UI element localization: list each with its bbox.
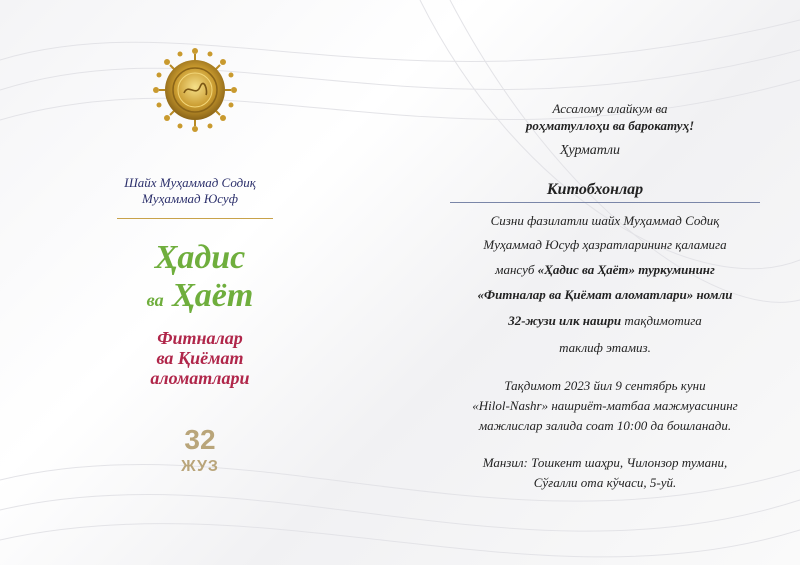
invitation-line3-a: мансуб [495, 262, 538, 277]
subtitle-line2: ва Қиёмат [156, 348, 244, 368]
respected-label: Ҳурматли [559, 143, 621, 158]
invitation-line4: «Фитналар ва Қиёмат аломатлари» номли [477, 287, 733, 302]
invitation-line3 [440, 262, 770, 278]
event-line3: мажлислар залида соат 10:00 да бошланади. [478, 418, 732, 433]
address-line2: Сўғалли ота кўчаси, 5-уй. [533, 475, 677, 490]
recipient-title: Китобхонлар [546, 181, 644, 198]
volume-number: 32 [184, 424, 216, 455]
book-subtitle [110, 328, 290, 388]
greeting-line2: роҳматуллоҳи ва барокатуҳ! [525, 118, 695, 133]
series-title-word1: Ҳадис [154, 239, 246, 276]
gold-emblem-icon [150, 45, 240, 135]
subtitle-line3: аломатлари [150, 368, 250, 388]
author-line1: Шайх Муҳаммад Содиқ [124, 175, 256, 190]
event-line2: «Hilol-Nashr» нашриёт-матбаа мажмуасининг [472, 398, 738, 413]
invitation-line5 [440, 313, 770, 329]
author-line2: Муҳаммад Юсуф [142, 191, 238, 206]
series-title-line2 [120, 278, 280, 318]
series-title-word2: Ҳаёт [172, 277, 254, 314]
author-divider [117, 218, 273, 219]
event-line1: Тақдимот 2023 йил 9 сентябрь куни [504, 378, 706, 393]
greeting-line1: Ассалому алайкум ва [552, 101, 668, 116]
subtitle-line1: Фитналар [157, 328, 243, 348]
author-name [95, 175, 285, 207]
invitation-line5-b: тақдимотига [621, 313, 702, 328]
recipient-divider [450, 202, 760, 203]
invitation-line1: Сизни фазилатли шайх Муҳаммад Содиқ [490, 213, 720, 228]
invitation-line2: Муҳаммад Юсуф ҳазратларининг қаламига [483, 237, 727, 252]
invitation-line5-a: 32-жузи илк нашри [508, 313, 622, 328]
volume-label: ЖУЗ [181, 458, 219, 475]
invitation-line6: таклиф этамиз. [559, 340, 651, 355]
series-title-va: ва [146, 290, 164, 310]
invitation-line3-b: «Ҳадис ва Ҳаёт» туркумининг [537, 262, 715, 277]
address-line1: Манзил: Тошкент шаҳри, Чилонзор тумани, [482, 455, 728, 470]
